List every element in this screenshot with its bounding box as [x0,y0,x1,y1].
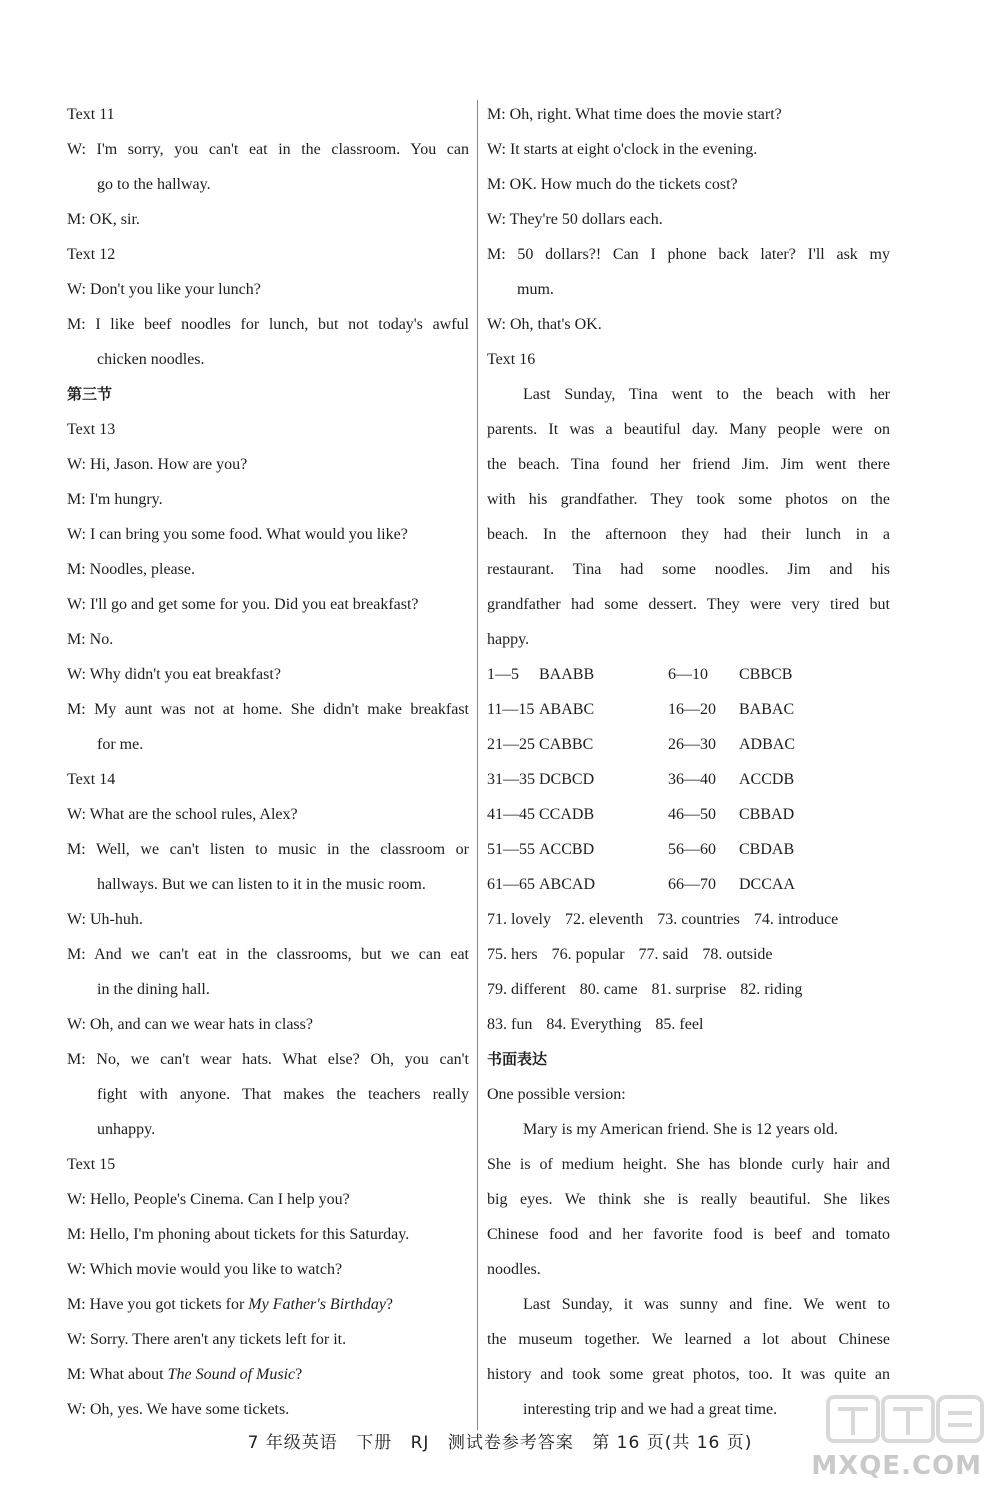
line-text: grandfather had some dessert. They were very tired but [487,596,890,613]
text-line [487,517,890,552]
word-answer: 82. riding [740,981,803,998]
section-heading [487,1042,890,1077]
answer-letters: ADBAC [739,736,796,753]
answer-letters: ABCAD [539,876,596,893]
line-text: Text 11 [67,106,115,123]
answer-letters: CCADB [539,806,595,823]
line-text: unhappy. [97,1121,156,1138]
line-text: W: Which movie would you like to watch? [67,1261,343,1278]
line-text: M: Hello, I'm phoning about tickets for this Saturday. [67,1226,410,1243]
answer-letters: ABABC [539,701,595,718]
answer-cell [668,727,849,762]
line-suffix: ? [385,1296,394,1313]
line-text: M: Oh, right. What time does the movie start? [487,106,782,123]
word-answer: 72. eleventh [565,911,644,928]
line-text: noodles. [487,1261,541,1278]
answer-range: 1—5 [487,666,519,683]
text-line [67,1252,469,1287]
answer-range: 21—25 [487,736,535,753]
answer-cell [668,692,849,727]
answer-cell [487,867,668,902]
word-answer-row [487,937,890,972]
answer-cell [487,762,668,797]
answer-range: 11—15 [487,701,535,718]
watermark-site: MXQE.COM [811,1451,982,1481]
answer-letters: BABAC [739,701,795,718]
line-text: She is of medium height. She has blonde curly hair and [487,1156,890,1173]
line-text: go to the hallway. [97,176,211,193]
answer-cell [487,692,668,727]
line-text: Mary is my American friend. She is 12 years old. [523,1121,839,1138]
line-text: W: Oh, yes. We have some tickets. [67,1401,290,1418]
text-line [487,307,890,342]
text-line [487,237,890,272]
line-text: big eyes. We think she is really beautiful. She likes [487,1191,890,1208]
text-line [67,412,469,447]
answer-row [487,832,890,867]
answer-row [487,762,890,797]
column-divider [477,100,478,1430]
text-line [487,132,890,167]
text-line [67,97,469,132]
answer-letters: CABBC [539,736,594,753]
line-text: W: Oh, that's OK. [487,316,602,333]
word-answer: 78. outside [702,946,773,963]
answer-letters: CBBCB [739,666,793,683]
line-text: interesting trip and we had a great time. [523,1401,778,1418]
answer-range: 46—50 [668,806,716,823]
text-line [67,517,469,552]
footer-volume: 下册 [356,1433,393,1453]
text-line [67,1182,469,1217]
text-line [487,342,890,377]
line-text: Text 13 [67,421,116,438]
text-line [67,167,469,202]
line-text: W: Hello, People's Cinema. Can I help you? [67,1191,350,1208]
line-text: W: I can bring you some food. What would you like? [67,526,408,543]
line-text: 书面表达 [487,1050,548,1068]
text-line [67,482,469,517]
text-line [67,1007,469,1042]
line-text: W: It starts at eight o'clock in the evening. [487,141,758,158]
line-text: M: And we can't eat in the classrooms, but we can eat [67,946,469,963]
answer-range: 56—60 [668,841,716,858]
text-line [67,587,469,622]
answer-cell [668,797,849,832]
line-text: Text 14 [67,771,116,788]
word-answer: 73. countries [657,911,740,928]
answer-range: 66—70 [668,876,716,893]
text-line [67,307,469,342]
answer-range: 41—45 [487,806,535,823]
text-line [67,447,469,482]
footer-title: 测试卷参考答案 [447,1433,574,1453]
line-text: the museum together. We learned a lot about Chinese [487,1331,890,1348]
text-line [67,1287,469,1322]
text-line [67,1042,469,1077]
text-line [67,937,469,972]
italic-title: The Sound of Music [167,1366,296,1383]
text-line [487,1112,890,1147]
text-line [487,202,890,237]
line-text: W: Why didn't you eat breakfast? [67,666,281,683]
line-text: M: Noodles, please. [67,561,195,578]
text-line [67,272,469,307]
text-line [67,1392,469,1427]
line-text: M: My aunt was not at home. She didn't make breakfast [67,701,469,718]
line-text: M: Have you got tickets for [67,1296,249,1313]
line-text: with his grandfather. They took some photos on the [487,491,890,508]
text-line [487,447,890,482]
text-line [67,622,469,657]
line-text: W: Uh-huh. [67,911,143,928]
footer-page: 第 16 页(共 16 页) [592,1433,753,1453]
line-text: restaurant. Tina had some noodles. Jim and his [487,561,890,578]
text-line [487,1147,890,1182]
line-text: M: No. [67,631,114,648]
answer-range: 26—30 [668,736,716,753]
word-answer: 80. came [579,981,638,998]
text-line [487,1357,890,1392]
text-line [67,692,469,727]
answer-range: 61—65 [487,876,535,893]
word-answer: 77. said [638,946,689,963]
answer-row [487,797,890,832]
line-text: One possible version: [487,1086,626,1103]
word-answer: 85. feel [655,1016,704,1033]
text-line [67,202,469,237]
text-line [487,377,890,412]
line-text: parents. It was a beautiful day. Many people were on [487,421,890,438]
text-line [487,167,890,202]
text-line [67,832,469,867]
line-text: W: Hi, Jason. How are you? [67,456,248,473]
line-text: M: Well, we can't listen to music in the classroom or [67,841,469,858]
line-text: Text 15 [67,1156,116,1173]
answer-range: 36—40 [668,771,716,788]
line-text: mum. [517,281,554,298]
word-answer-row [487,1007,890,1042]
text-line [67,237,469,272]
answer-cell [668,657,849,692]
line-text: Chinese food and her favorite food is beef and tomato [487,1226,890,1243]
text-line [487,1287,890,1322]
answer-row [487,692,890,727]
line-text: M: 50 dollars?! Can I phone back later? I'll ask my [487,246,890,263]
text-line [67,342,469,377]
answer-cell [668,832,849,867]
text-line [67,762,469,797]
line-text: 第三节 [67,385,113,403]
answer-letters: CBDAB [739,841,795,858]
text-line [487,1182,890,1217]
word-answer: 75. hers [487,946,538,963]
text-line [67,1077,469,1112]
line-text: W: Oh, and can we wear hats in class? [67,1016,313,1033]
line-text: in the dining hall. [97,981,210,998]
text-line [67,727,469,762]
line-text: beach. In the afternoon they had their lunch in a [487,526,890,543]
line-suffix: ? [295,1366,303,1383]
answer-letters: ACCDB [739,771,795,788]
answer-row [487,727,890,762]
answer-cell [487,797,668,832]
footer-edition: RJ [410,1433,430,1453]
text-line [67,1217,469,1252]
line-text: W: I'm sorry, you can't eat in the classroom. You can [67,141,469,158]
left-column [67,97,469,1427]
text-line [487,1252,890,1287]
right-column [487,97,890,1427]
word-answer-row [487,972,890,1007]
answer-range: 51—55 [487,841,535,858]
word-answer: 76. popular [551,946,625,963]
answer-cell [668,762,849,797]
text-line [487,1077,890,1112]
word-answer: 79. different [487,981,566,998]
line-text: M: No, we can't wear hats. What else? Oh, you can't [67,1051,469,1068]
footer-grade: 7 年级英语 [247,1433,338,1453]
line-text: for me. [97,736,144,753]
line-text: M: What about [67,1366,168,1383]
text-line [487,412,890,447]
line-text: M: OK, sir. [67,211,140,228]
text-line [67,1112,469,1147]
answer-range: 6—10 [668,666,708,683]
answer-range: 16—20 [668,701,716,718]
text-line [67,657,469,692]
answer-cell [487,832,668,867]
answer-row [487,657,890,692]
line-text: M: I like beef noodles for lunch, but not today's awful [67,316,469,333]
text-line [487,587,890,622]
text-line [67,972,469,1007]
word-answer-row [487,902,890,937]
line-text: the beach. Tina found her friend Jim. Jim went there [487,456,890,473]
text-line [67,1322,469,1357]
line-text: fight with anyone. That makes the teachers really [97,1086,469,1103]
text-line [67,797,469,832]
line-text: M: I'm hungry. [67,491,163,508]
answer-range: 31—35 [487,771,535,788]
line-text: W: What are the school rules, Alex? [67,806,298,823]
text-line [67,552,469,587]
text-line [487,1217,890,1252]
line-text: history and took some great photos, too. It was quite an [487,1366,890,1383]
line-text: hallways. But we can listen to it in the music room. [97,876,426,893]
text-line [67,867,469,902]
answer-row [487,867,890,902]
line-text: W: They're 50 dollars each. [487,211,663,228]
word-answer: 84. Everything [546,1016,642,1033]
text-line [487,97,890,132]
italic-title: My Father's Birthday [248,1296,386,1313]
answer-letters: DCBCD [539,771,595,788]
line-text: Text 12 [67,246,116,263]
text-line [67,1357,469,1392]
line-text: W: Don't you like your lunch? [67,281,261,298]
text-line [67,902,469,937]
word-answer: 83. fun [487,1016,533,1033]
text-line [67,1147,469,1182]
text-line [487,622,890,657]
line-text: W: Sorry. There aren't any tickets left for it. [67,1331,347,1348]
answer-letters: ACCBD [539,841,595,858]
answer-letters: DCCAA [739,876,796,893]
line-text: Last Sunday, Tina went to the beach with her [523,386,890,403]
text-line [487,482,890,517]
answer-cell [668,867,849,902]
line-text: M: OK. How much do the tickets cost? [487,176,738,193]
answer-cell [487,657,668,692]
answer-letters: BAABB [539,666,595,683]
section-heading [67,377,469,412]
text-line [487,552,890,587]
text-line [487,1322,890,1357]
line-text: W: I'll go and get some for you. Did you eat breakfast? [67,596,419,613]
word-answer: 81. surprise [651,981,727,998]
text-line [67,132,469,167]
line-text: chicken noodles. [97,351,205,368]
line-text: happy. [487,631,530,648]
line-text: Text 16 [487,351,536,368]
word-answer: 74. introduce [753,911,839,928]
text-line [487,272,890,307]
word-answer: 71. lovely [487,911,551,928]
answer-letters: CBBAD [739,806,795,823]
line-text: Last Sunday, it was sunny and fine. We went to [523,1296,890,1313]
answer-cell [487,727,668,762]
